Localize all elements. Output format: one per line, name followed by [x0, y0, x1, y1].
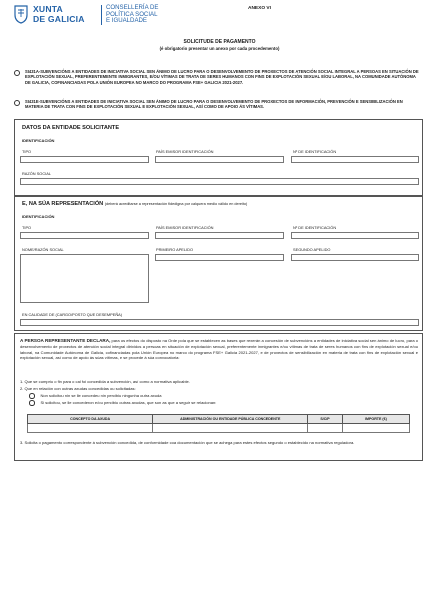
declaration-intro-text: para os efectos do disposto na Orde pola que se establecen as bases que rexerán a concesión de subvencións a entidades de iniciativa social sen ánimo de lucro, para o desenvolvemento de proxectos de atención social integral dirixidos a persoas en situación de explotación sexual, preferentemente inmigrantes e/ou vítimas de trata de seres humanos con fins de explotación sexual e/ou laboral, na Comunidade Autónoma de Galicia, cofinanciadas pola Unión Europea no marco do programa FSE+ Galicia 2021-2027, e de proxectos de sensibilización en materia de trata con fins de explotación sexual e explotación sexual, así como de apoio ás súas vítimas, e se procede á súa convocatoria:: [20, 338, 419, 361]
declaration-item-2: 2. Que en relación con outras axudas concedidas ou solicitadas:: [20, 386, 136, 391]
radio-aid-yes[interactable]: [29, 400, 35, 406]
entity-section: [14, 119, 423, 196]
other-aid-header-row: [28, 415, 410, 424]
aid-option-yes-label: Si solicitou, se lle concederon e/ou percibiu outras axudas, que son as que a seguir se relacionan:: [40, 400, 217, 405]
form-subtitle: (é obrigatorio presentar un anexo por cada procedemento): [159, 46, 280, 51]
org-line2: DE GALICIA: [33, 13, 85, 24]
entity-type-field[interactable]: [20, 156, 149, 163]
dept-line2: POLÍTICA SOCIAL: [106, 10, 158, 18]
col-concept: CONCEPTO DA AXUDA: [28, 415, 153, 424]
org-name: [33, 5, 85, 24]
representative-country-field[interactable]: [155, 232, 284, 239]
representative-surname1-label: PRIMEIRO APELIDO: [156, 247, 193, 252]
representative-number-label: Nº DE IDENTIFICACIÓN: [293, 225, 337, 230]
aid-option-none[interactable]: [29, 393, 409, 399]
entity-number-field[interactable]: [291, 156, 419, 163]
entity-country-label: PAÍS EMISOR IDENTIFICACIÓN: [156, 149, 214, 154]
representative-section-title: [22, 201, 247, 207]
declaration-item-1: 1. Que se cumpriu o fin para o cal foi concedida a subvención, así como a normativa aplicable.: [20, 379, 190, 384]
col-administration: ADMINISTRACIÓN OU ENTIDADE PÚBLICA CONCEDENTE: [153, 415, 308, 424]
entity-number-label: Nº DE IDENTIFICACIÓN: [293, 149, 337, 154]
cell-amount[interactable]: [342, 424, 409, 433]
representative-role-field[interactable]: [20, 319, 419, 326]
entity-business-name-label: RAZÓN SOCIAL: [22, 171, 51, 176]
dept-line1: CONSELLERÍA DE: [106, 4, 159, 11]
org-line1: XUNTA: [33, 4, 63, 14]
representative-surname2-label: SEGUNDO APELIDO: [293, 247, 331, 252]
xunta-shield-icon: [14, 5, 28, 24]
aid-option-yes[interactable]: [29, 400, 409, 406]
entity-country-field[interactable]: [155, 156, 284, 163]
cell-concept[interactable]: [28, 424, 153, 433]
col-amount: IMPORTE (€): [342, 415, 409, 424]
radio-si431a[interactable]: [14, 70, 20, 76]
representative-note: (deberá acreditarse a representación fidedigna por calquera medio válido en dereito): [104, 202, 248, 206]
procedure-option-si431e[interactable]: [14, 99, 422, 110]
entity-identification-label: IDENTIFICACIÓN: [22, 138, 55, 143]
option-si431e-label: SI431E-SUBVENCIÓNS A ENTIDADES DE INICIATIVA SOCIAL SEN ÁNIMO DE LUCRO PARA O DESENVOLVEMENTO DE PROXECTOS DE INFORMACIÓN, PREVENCIÓN E SENSIBILIZACIÓN EN MATERIA DE TRATA CON FINS DE EXPLOTACIÓN SEXUAL E EXPLOTACIÓN SEXUAL, ASÍ COMO DE APOIO ÁS VÍTIMAS.: [25, 99, 403, 110]
representative-type-field[interactable]: [20, 232, 149, 239]
declaration-item-3: 3. Solicita o pagamento correspondente á subvención concedida, de conformidade coa documentación que se achega para estes efectos segundo o establecido na normativa reguladora.: [20, 440, 355, 445]
xunta-logo: [14, 5, 224, 27]
declaration-lead: A PERSOA REPRESENTANTE DECLARA,: [20, 338, 111, 343]
entity-business-name-field[interactable]: [20, 178, 419, 185]
representative-surname1-field[interactable]: [155, 254, 284, 261]
representative-name-field[interactable]: [20, 254, 149, 303]
dept-line3: E IGUALDADE: [106, 17, 147, 25]
form-title: SOLICITUDE DE PAGAMENTO: [183, 39, 256, 45]
other-aid-row: [28, 424, 410, 433]
aid-option-none-label: Non solicitou nin se lle concedeu nin percibiu ningunha outra axuda: [40, 393, 162, 398]
radio-si431e[interactable]: [14, 100, 20, 106]
entity-type-label: TIPO: [22, 149, 32, 154]
declaration-intro: [20, 338, 418, 361]
cell-scp[interactable]: [308, 424, 343, 433]
procedure-option-si431a[interactable]: [14, 69, 422, 85]
col-scp: S/C/P: [308, 415, 343, 424]
representative-type-label: TIPO: [22, 225, 32, 230]
representative-role-label: EN CALIDADE DE (CARGO/POSTO QUE DESEMPEÑA): [22, 312, 123, 317]
representative-number-field[interactable]: [291, 232, 419, 239]
representative-country-label: PAÍS EMISOR IDENTIFICACIÓN: [156, 225, 214, 230]
representative-name-label: NOME/RAZÓN SOCIAL: [22, 247, 64, 252]
representative-identification-label: IDENTIFICACIÓN: [22, 214, 55, 219]
representative-surname2-field[interactable]: [291, 254, 419, 261]
representative-section: [14, 196, 423, 331]
annex-label: ANEXO VI: [248, 6, 271, 11]
cell-administration[interactable]: [153, 424, 308, 433]
other-aid-table: [27, 414, 410, 433]
declaration-section: [14, 333, 423, 461]
representative-title-text: E, NA SÚA REPRESENTACIÓN: [22, 201, 104, 207]
department-name: [101, 5, 159, 25]
entity-section-title: DATOS DA ENTIDADE SOLICITANTE: [22, 125, 120, 131]
option-si431a-label: SI431A-SUBVENCIÓNS A ENTIDADES DE INICIATIVA SOCIAL SEN ÁNIMO DE LUCRO PARA O DESENVOLVEMENTO DE PROXECTOS DE ATENCIÓN SOCIAL INTEGRAL A PERSOAS EN SITUACIÓN DE EXPLOTACIÓN SEXUAL, PREFERENTEMENTE INMIGRANTES, E/OU VÍTIMAS DE TRATA DE SERES HUMANOS CON FINS DE EXPLOTACIÓN SEXUAL E/OU LABORAL, NA COMUNIDADE AUTÓNOMA DE GALICIA, COFINANCIADAS POLA UNIÓN EUROPEA NO MARCO DO PROGRAMA FSE+ GALICIA 2021-2027.: [25, 69, 419, 85]
radio-aid-none[interactable]: [29, 393, 35, 399]
